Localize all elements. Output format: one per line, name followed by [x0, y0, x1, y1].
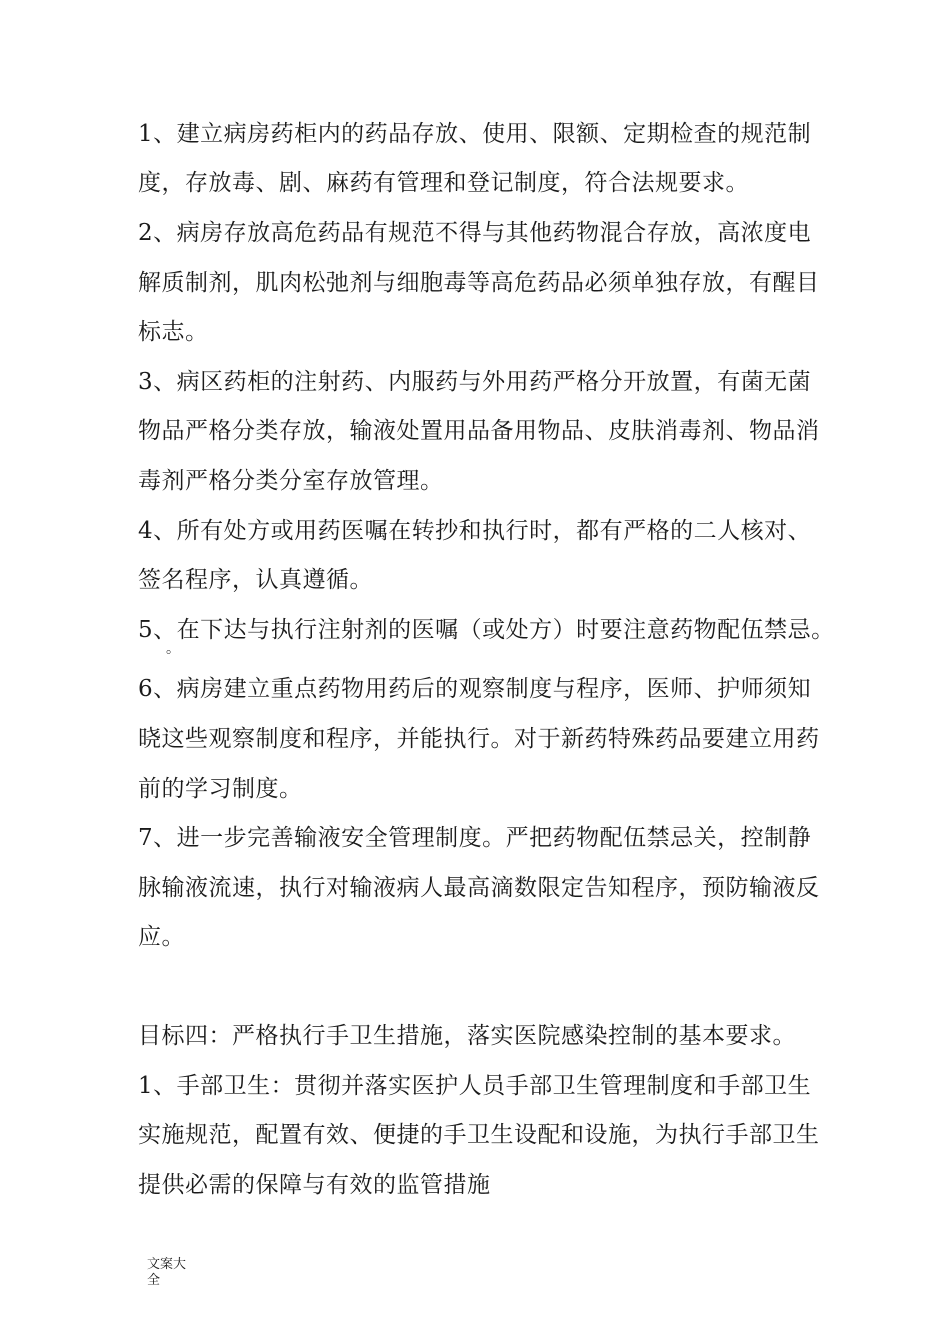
- text-line: 标志。: [138, 319, 209, 345]
- text-line: 1、建立病房药柜内的药品存放、使用、限额、定期检查的规范制: [138, 121, 812, 147]
- text-line: 签名程序，认真遵循。: [138, 567, 373, 593]
- text-line: 物品严格分类存放，输液处置用品备用物品、皮肤消毒剂、物品消: [138, 418, 820, 444]
- text-line: 解质制剂，肌肉松弛剂与细胞毒等高危药品必须单独存放，有醒目: [138, 270, 820, 296]
- text-line: 1、手部卫生：贯彻并落实医护人员手部卫生管理制度和手部卫生: [138, 1073, 812, 1099]
- text-line: 实施规范，配置有效、便捷的手卫生设配和设施，为执行手部卫生: [138, 1122, 820, 1148]
- footer-label-line2: 全: [147, 1273, 161, 1288]
- text-line: 提供必需的保障与有效的监管措施: [138, 1172, 491, 1198]
- stray-mark: 。: [166, 641, 180, 657]
- text-line: 5、在下达与执行注射剂的医嘱（或处方）时要注意药物配伍禁忌。: [138, 617, 835, 643]
- text-line: 脉输液流速，执行对输液病人最高滴数限定告知程序，预防输液反: [138, 875, 820, 901]
- text-line: 毒剂严格分类分室存放管理。: [138, 468, 444, 494]
- section-heading: 目标四：严格执行手卫生措施，落实医院感染控制的基本要求。: [138, 1023, 796, 1049]
- text-line: 7、进一步完善输液安全管理制度。严把药物配伍禁忌关，控制静: [138, 825, 812, 851]
- text-line: 6、病房建立重点药物用药后的观察制度与程序，医师、护师须知: [138, 676, 812, 702]
- text-line: 度，存放毒、剧、麻药有管理和登记制度，符合法规要求。: [138, 170, 749, 196]
- text-line: 晓这些观察制度和程序，并能执行。对于新药特殊药品要建立用药: [138, 726, 820, 752]
- text-line: 应。: [138, 924, 185, 950]
- text-line: 2、病房存放高危药品有规范不得与其他药物混合存放，高浓度电: [138, 220, 812, 246]
- text-line: 前的学习制度。: [138, 776, 303, 802]
- text-line: 3、病区药柜的注射药、内服药与外用药严格分开放置，有菌无菌: [138, 369, 812, 395]
- footer-label-line1: 文案大: [147, 1257, 187, 1272]
- text-line: 4、所有处方或用药医嘱在转抄和执行时，都有严格的二人核对、: [138, 518, 812, 544]
